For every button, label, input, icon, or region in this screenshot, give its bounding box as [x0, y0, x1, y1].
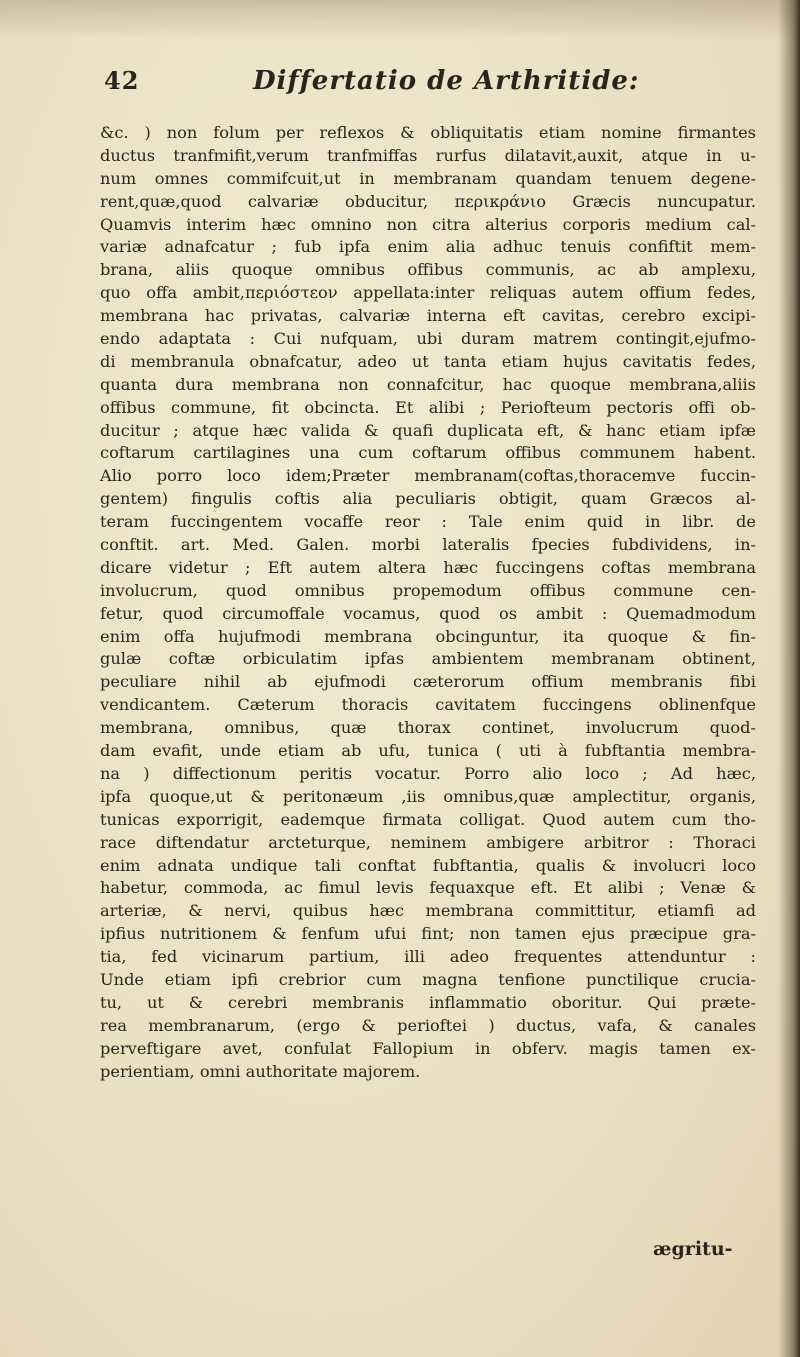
text-line: tia, fed vicinarum partium, illi adeo frequentes attenduntur :	[100, 947, 756, 967]
page-header	[0, 66, 800, 106]
page-top-shading	[0, 0, 800, 40]
text-line: dicare videtur ; Eft autem altera hæc fuccingens coftas membrana	[100, 557, 756, 577]
text-line: tu, ut & cerebri membranis inflammatio oboritur. Qui præte-	[100, 992, 756, 1012]
text-line: ducitur ; atque hæc valida & quafi duplicata eft, & hanc etiam ipfæ	[100, 420, 756, 440]
text-line: habetur, commoda, ac fimul levis fequaxque eft. Et alibi ; Venæ &	[100, 878, 756, 898]
text-line: dam evafit, unde etiam ab ufu, tunica ( uti à fubftantia membra-	[100, 741, 756, 761]
body-text	[100, 122, 756, 1083]
binding-shadow	[778, 0, 800, 1357]
text-line: endo adaptata : Cui nufquam, ubi duram matrem contingit,ejufmo-	[100, 329, 756, 349]
text-line: coftarum cartilagines una cum coftarum offibus communem habent.	[100, 443, 756, 463]
text-line: na ) diffectionum peritis vocatur. Porro alio loco ; Ad hæc,	[100, 763, 756, 783]
text-line: perientiam, omni authoritate majorem.	[100, 1061, 421, 1081]
catchword: ægritu-	[653, 1238, 733, 1260]
text-line: num omnes commifcuit,ut in membranam quandam tenuem degene-	[100, 168, 756, 188]
text-line: vendicantem. Cæterum thoracis cavitatem fuccingens oblinenfque	[100, 695, 756, 715]
text-line: membrana, omnibus, quæ thorax continet, involucrum quod-	[100, 718, 756, 738]
text-line: fetur, quod circumoffale vocamus, quod os ambit : Quemadmodum	[100, 603, 756, 623]
text-line: offibus commune, fit obcincta. Et alibi ; Periofteum pectoris offi ob-	[100, 397, 756, 417]
text-line: arteriæ, & nervi, quibus hæc membrana committitur, etiamfi ad	[100, 901, 756, 921]
text-line: perveftigare avet, confulat Fallopium in obferv. magis tamen ex-	[100, 1038, 756, 1058]
text-line: enim offa hujufmodi membrana obcinguntur, ita quoque & fin-	[100, 626, 756, 646]
text-line: enim adnata undique tali conftat fubftantia, qualis & involucri loco	[100, 855, 756, 875]
text-line: conftit. art. Med. Galen. morbi lateralis fpecies fubdividens, in-	[100, 535, 756, 555]
text-line: tunicas exporrigit, eademque firmata colligat. Quod autem cum tho-	[100, 809, 756, 829]
text-line: membrana hac privatas, calvariæ interna eft cavitas, cerebro excipi-	[100, 306, 756, 326]
text-line: race diftendatur arcteturque, neminem ambigere arbitror : Thoraci	[100, 832, 756, 852]
text-line: gentem) fingulis coftis alia peculiaris obtigit, quam Græcos al-	[100, 489, 756, 509]
text-line: teram fuccingentem vocaffe reor : Tale enim quid in libr. de	[100, 512, 756, 532]
text-line: ipfa quoque,ut & peritonæum ,iis omnibus,quæ amplectitur, organis,	[100, 786, 756, 806]
text-line: rent,quæ,quod calvariæ obducitur, περικράνιο Græcis nuncupatur.	[100, 191, 756, 211]
text-line: variæ adnafcatur ; fub ipfa enim alia adhuc tenuis confiftit mem-	[100, 237, 756, 257]
text-line: brana, aliis quoque omnibus offibus communis, ac ab amplexu,	[100, 260, 756, 280]
text-line: Quamvis interim hæc omnino non citra alterius corporis medium cal-	[100, 214, 756, 234]
page-number: 42	[104, 66, 140, 95]
running-title: Differtatio de Arthritide:	[253, 66, 640, 96]
text-line: peculiare nihil ab ejufmodi cæterorum offium membranis fibi	[100, 672, 756, 692]
text-line: quanta dura membrana non connafcitur, hac quoque membrana,aliis	[100, 374, 756, 394]
text-line: Alio porro loco idem;Præter membranam(coftas,thoracemve fuccin-	[100, 466, 756, 486]
text-line: involucrum, quod omnibus propemodum offibus commune cen-	[100, 580, 756, 600]
text-line: quo offa ambit,περιόστεον appellata:inter reliquas autem offium fedes,	[100, 283, 756, 303]
text-line: di membranula obnafcatur, adeo ut tanta etiam hujus cavitatis fedes,	[100, 351, 756, 371]
text-line: ductus tranfmifit,verum tranfmiffas rurfus dilatavit,auxit, atque in u-	[100, 145, 756, 165]
text-line: gulæ coftæ orbiculatim ipfas ambientem membranam obtinent,	[100, 649, 756, 669]
text-line: rea membranarum, (ergo & perioftei ) ductus, vafa, & canales	[100, 1015, 756, 1035]
text-line: Unde etiam ipfi crebrior cum magna tenfione punctilique crucia-	[100, 969, 756, 989]
text-line: &c. ) non folum per reflexos & obliquitatis etiam nomine firmantes	[100, 123, 756, 142]
text-line: ipfius nutritionem & fenfum ufui fint; non tamen ejus præcipue gra-	[100, 924, 756, 944]
